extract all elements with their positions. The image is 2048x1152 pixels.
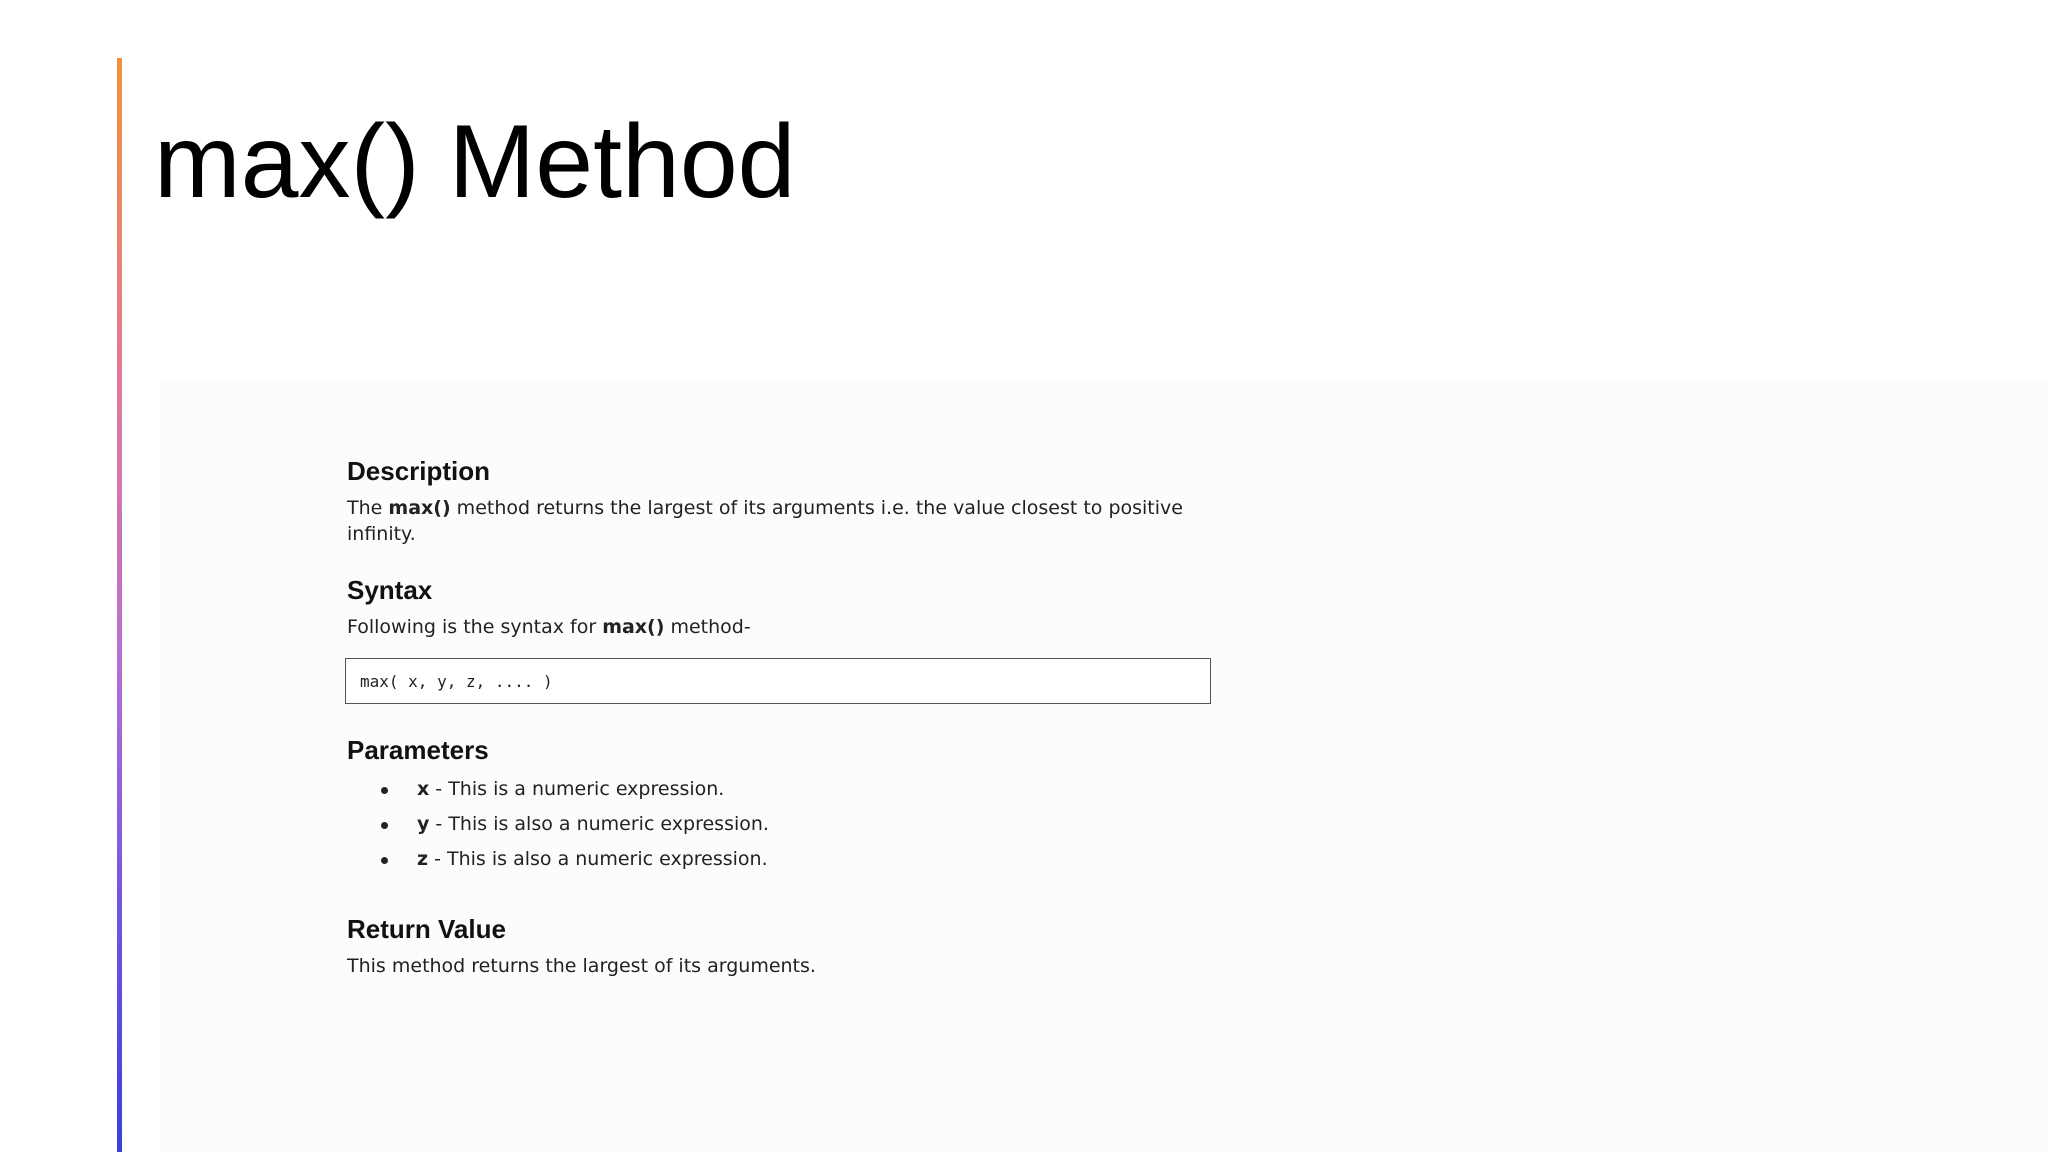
parameter-name: x	[417, 778, 430, 800]
description-text-before: The	[347, 497, 389, 519]
parameter-name: z	[417, 848, 429, 870]
description-text	[347, 495, 1227, 547]
parameter-item	[347, 811, 1227, 846]
syntax-text-after: method-	[664, 616, 751, 638]
syntax-heading: Syntax	[347, 575, 433, 605]
accent-bar	[117, 58, 122, 1152]
bullet-icon	[381, 787, 388, 794]
parameter-name: y	[417, 813, 430, 835]
syntax-text-before: Following is the syntax for	[347, 616, 603, 638]
parameters-list	[347, 776, 1227, 881]
slide-title: max() Method	[154, 104, 796, 220]
document-content	[347, 455, 1227, 979]
description-heading: Description	[347, 456, 491, 486]
bullet-icon	[381, 857, 388, 864]
description-text-after: method returns the largest of its arguments i.e. the value closest to positive infinity.	[347, 497, 1183, 545]
parameter-item	[347, 846, 1227, 881]
parameters-heading: Parameters	[347, 735, 489, 765]
syntax-method-name: max()	[602, 616, 665, 638]
parameter-item	[347, 776, 1227, 811]
parameter-description: - This is also a numeric expression.	[428, 848, 768, 870]
return-value-heading: Return Value	[347, 914, 506, 944]
parameter-description: - This is a numeric expression.	[429, 778, 725, 800]
bullet-icon	[381, 822, 388, 829]
syntax-text	[347, 614, 1227, 640]
description-method-name: max()	[388, 497, 451, 519]
parameter-description: - This is also a numeric expression.	[429, 813, 769, 835]
return-value-text: This method returns the largest of its arguments.	[347, 955, 816, 977]
syntax-code-block: max( x, y, z, .... )	[345, 658, 1211, 704]
